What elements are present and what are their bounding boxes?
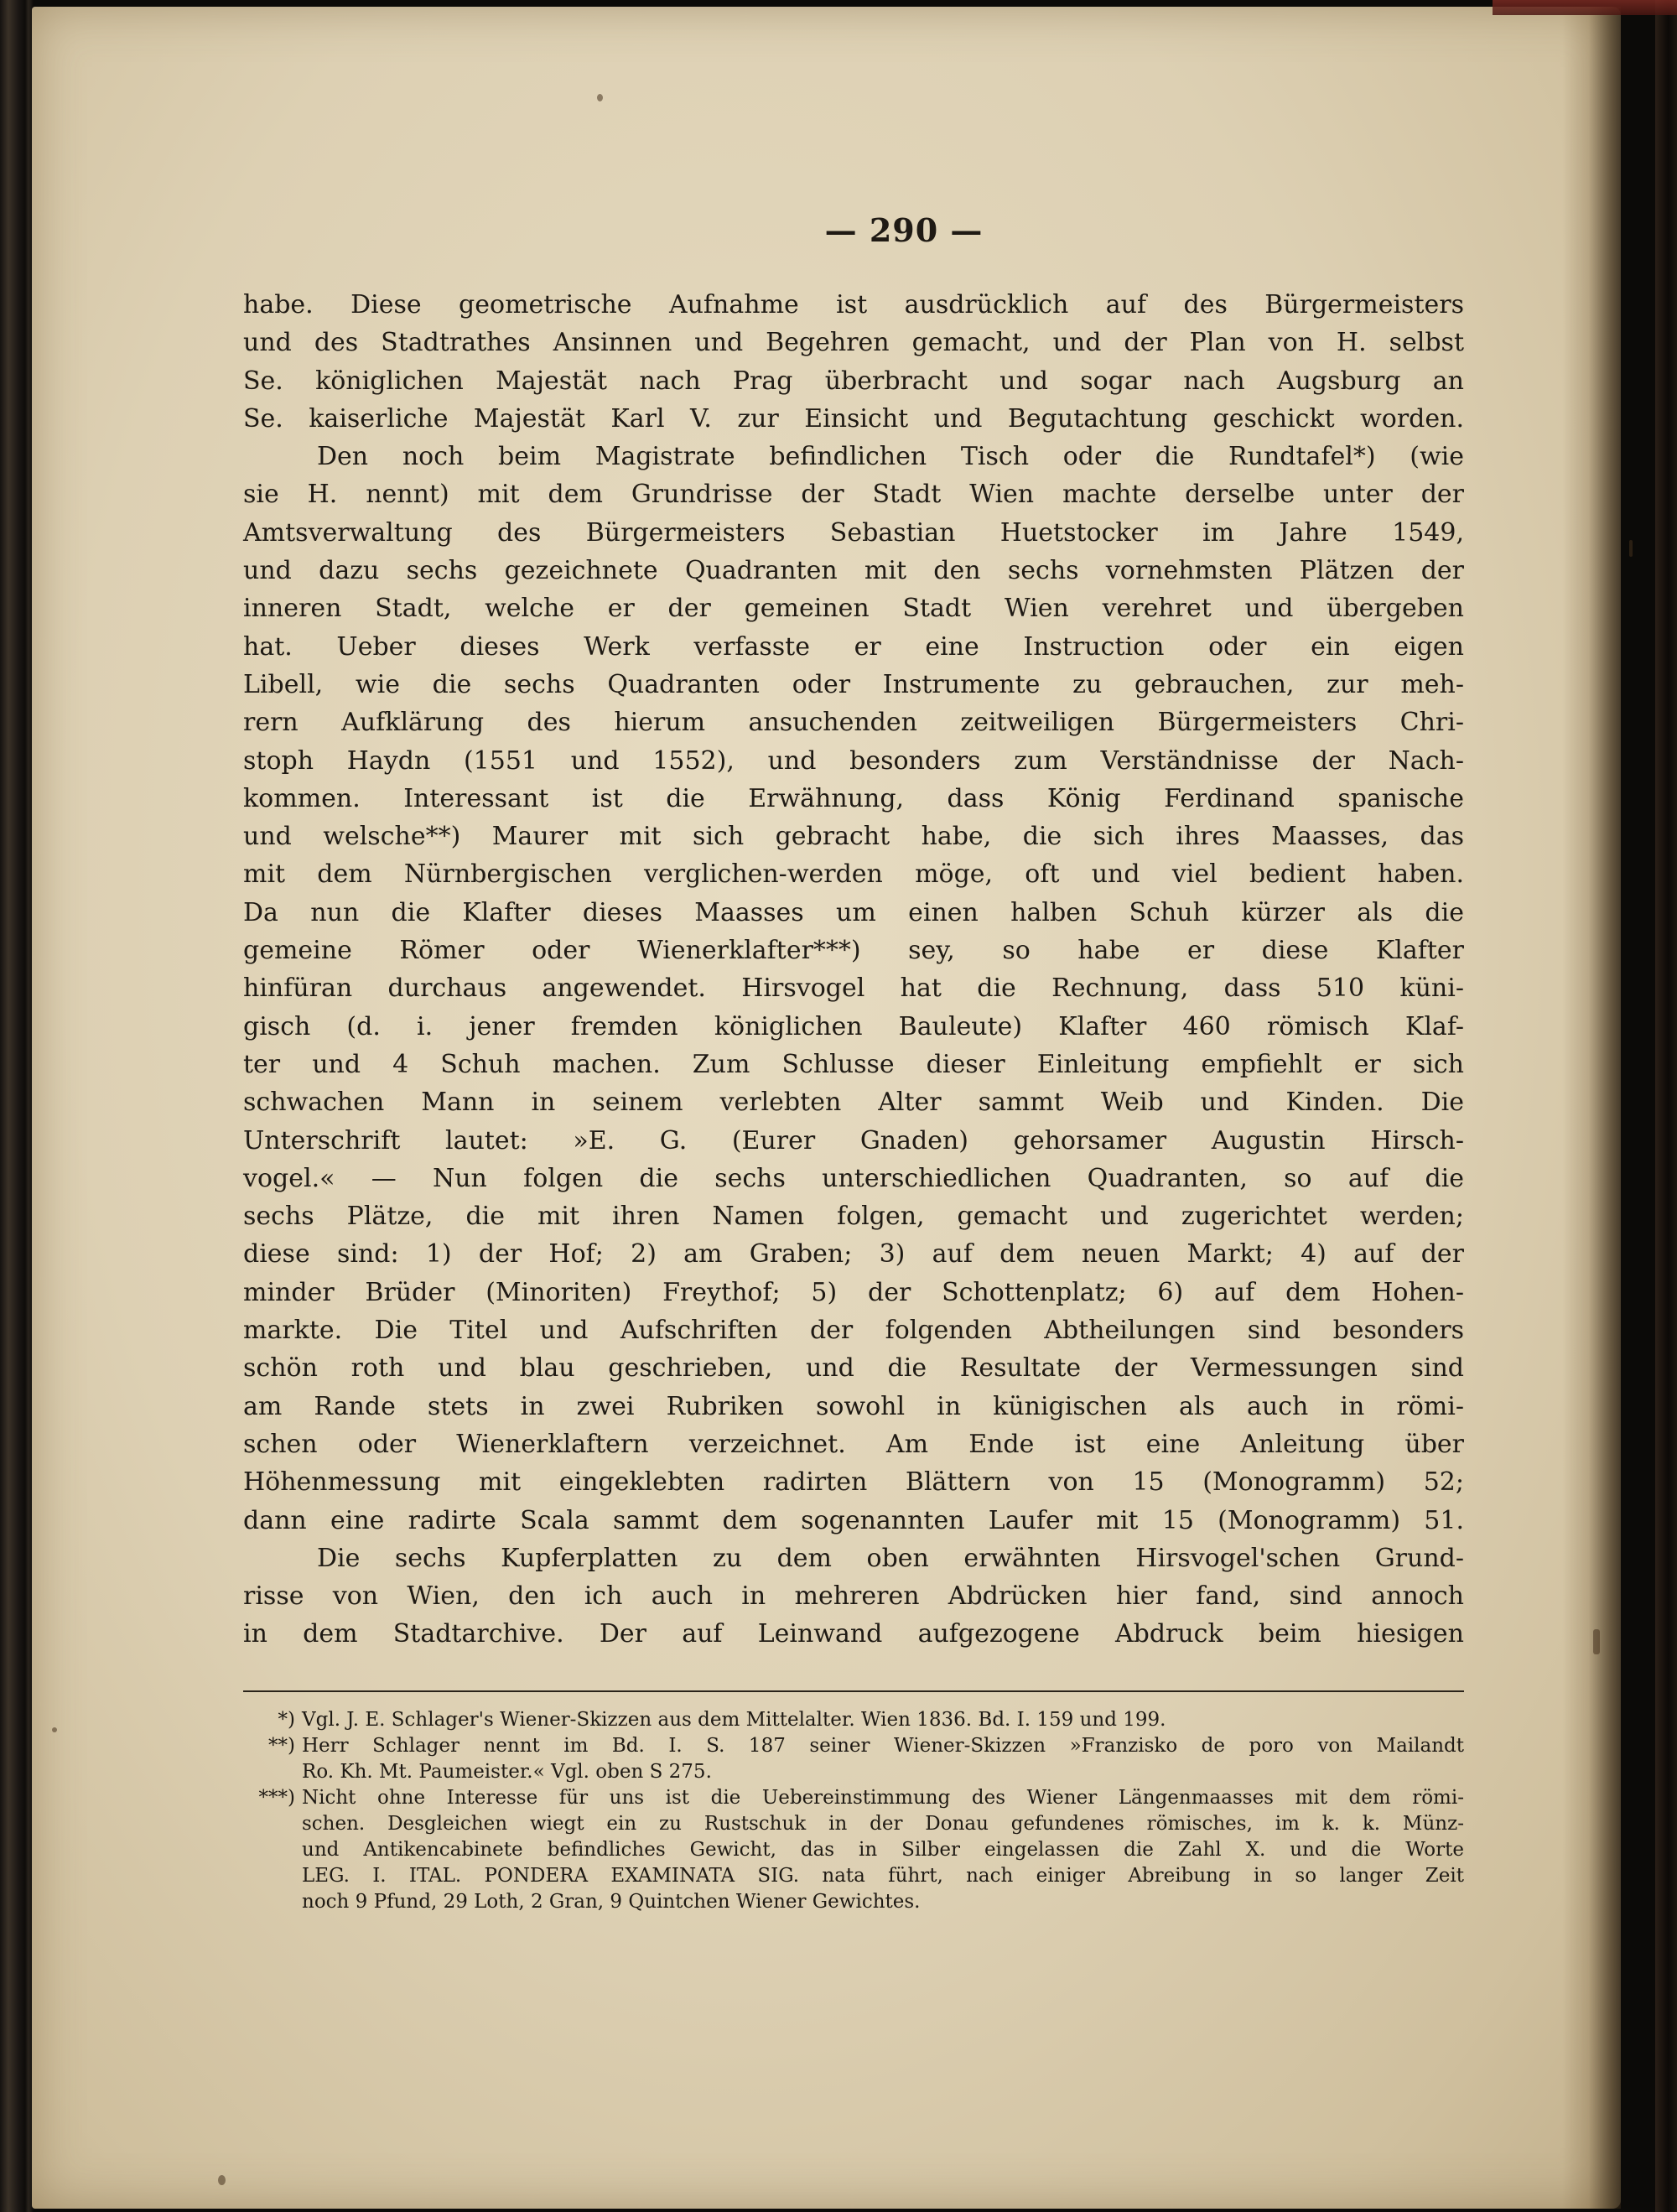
footnote-line	[243, 1811, 1464, 1837]
text-line: Unterschrift lautet: »E. G. (Eurer Gnaden) gehorsamer Augustin Hirsch-	[243, 1125, 1464, 1155]
footnote-line	[243, 1837, 1464, 1863]
ink-spot	[1629, 540, 1633, 557]
text-line: ter und 4 Schuh machen. Zum Schlusse dieser Einleitung empfiehlt er sich	[243, 1049, 1464, 1079]
text-line: am Rande stets in zwei Rubriken sowohl in künigischen als auch in römi-	[243, 1391, 1464, 1421]
text-line: schwachen Mann in seinem verlebten Alter sammt Weib und Kinden. Die	[243, 1088, 1464, 1118]
text-line: hat. Ueber dieses Werk verfasste er eine Instruction oder ein eigen	[243, 631, 1464, 662]
ink-spot	[1593, 1629, 1600, 1654]
text-line: diese sind: 1) der Hof; 2) am Graben; 3) auf dem neuen Markt; 4) auf der	[243, 1239, 1464, 1270]
text-line: risse von Wien, den ich auch in mehreren Abdrücken hier fand, sind annoch	[243, 1581, 1464, 1612]
book-spine-edge	[1655, 0, 1677, 2212]
text-line: und dazu sechs gezeichnete Quadranten mit den sechs vornehmsten Plätzen der	[243, 556, 1464, 586]
text-line: hinfüran durchaus angewendet. Hirsvogel hat die Rechnung, dass 510 küni-	[243, 974, 1464, 1004]
text-line: gemeine Römer oder Wienerklafter***) sey, so habe er diese Klafter	[243, 936, 1464, 966]
text-line: Se. königlichen Majestät nach Prag überbracht und sogar nach Augsburg an	[243, 366, 1464, 396]
footnote-text: Vgl. J. E. Schlager's Wiener-Skizzen aus dem Mittelalter. Wien 1836. Bd. I. 159 und 199.	[302, 1708, 1166, 1731]
footnote-line	[243, 1759, 1464, 1785]
text-line: schen oder Wienerklaftern verzeichnet. Am Ende ist eine Anleitung über	[243, 1429, 1464, 1459]
text-line: Die sechs Kupferplatten zu dem oben erwähnten Hirsvogel'schen Grund-	[317, 1543, 1464, 1573]
text-line: stoph Haydn (1551 und 1552), und besonders zum Verständnisse der Nach-	[243, 745, 1464, 776]
text-line: Höhenmessung mit eingeklebten radirten Blättern von 15 (Monogramm) 52;	[243, 1467, 1464, 1498]
footnote-text: schen. Desgleichen wiegt ein zu Rustschuk in der Donau gefundenes römisches, im k. k. Münz-	[302, 1812, 1464, 1835]
text-line: inneren Stadt, welche er der gemeinen Stadt Wien verehret und übergeben	[243, 594, 1464, 624]
text-line: mit dem Nürnbergischen verglichen-werden möge, oft und viel bedient haben.	[243, 859, 1464, 890]
footnote-text: LEG. I. ITAL. PONDERA EXAMINATA SIG. nata führt, nach einiger Abreibung in so langer Zeit	[302, 1864, 1464, 1887]
page-number: — 290 —	[824, 211, 984, 249]
text-line: vogel.« — Nun folgen die sechs unterschiedlichen Quadranten, so auf die	[243, 1163, 1464, 1193]
text-line: Se. kaiserliche Majestät Karl V. zur Einsicht und Begutachtung geschickt worden.	[243, 403, 1464, 434]
footnote-line	[243, 1733, 1464, 1759]
footnote-line	[243, 1863, 1464, 1889]
footnote-line	[243, 1889, 1464, 1915]
text-line: sechs Plätze, die mit ihren Namen folgen, gemacht und zugerichtet werden;	[243, 1202, 1464, 1232]
text-line: in dem Stadtarchive. Der auf Leinwand aufgezogene Abdruck beim hiesigen	[243, 1619, 1464, 1649]
text-line: und welsche**) Maurer mit sich gebracht habe, die sich ihres Maasses, das	[243, 822, 1464, 852]
binding-edge	[1493, 0, 1677, 15]
text-line: kommen. Interessant ist die Erwähnung, dass König Ferdinand spanische	[243, 783, 1464, 813]
footnote-rule	[243, 1690, 1464, 1692]
footnotes	[243, 1707, 1464, 1915]
footnote-text: Ro. Kh. Mt. Paumeister.« Vgl. oben S 275.	[302, 1760, 712, 1783]
text-line: Den noch beim Magistrate befindlichen Tisch oder die Rundtafel*) (wie	[317, 442, 1464, 472]
ink-spot	[597, 94, 603, 101]
ink-spot	[52, 1727, 57, 1732]
page-gutter-shadow	[1562, 7, 1621, 2209]
footnote-mark: ***)	[258, 1786, 295, 1809]
text-line: minder Brüder (Minoriten) Freythof; 5) der Schottenplatz; 6) auf dem Hohen-	[243, 1277, 1464, 1307]
text-line: sie H. nennt) mit dem Grundrisse der Stadt Wien machte derselbe unter der	[243, 480, 1464, 510]
body-text	[243, 286, 1464, 1654]
text-line: Da nun die Klafter dieses Maasses um einen halben Schuh kürzer als die	[243, 897, 1464, 927]
text-line: und des Stadtrathes Ansinnen und Begehren gemacht, und der Plan von H. selbst	[243, 328, 1464, 358]
text-line: gisch (d. i. jener fremden königlichen Bauleute) Klafter 460 römisch Klaf-	[243, 1011, 1464, 1041]
text-line: habe. Diese geometrische Aufnahme ist ausdrücklich auf des Bürgermeisters	[243, 290, 1464, 319]
text-line: Amtsverwaltung des Bürgermeisters Sebastian Huetstocker im Jahre 1549,	[243, 517, 1464, 548]
text-line: Libell, wie die sechs Quadranten oder Instrumente zu gebrauchen, zur meh-	[243, 669, 1464, 699]
page-text	[243, 211, 1464, 1915]
text-line: rern Aufklärung des hierum ansuchenden zeitweiligen Bürgermeisters Chri-	[243, 708, 1464, 738]
footnote-mark: **)	[268, 1734, 295, 1757]
footnote-line	[243, 1707, 1464, 1733]
footnote-mark: *)	[278, 1708, 295, 1731]
text-line: dann eine radirte Scala sammt dem sogenannten Laufer mit 15 (Monogramm) 51.	[243, 1505, 1464, 1535]
text-line: markte. Die Titel und Aufschriften der folgenden Abtheilungen sind besonders	[243, 1316, 1464, 1346]
footnote-line	[243, 1785, 1464, 1811]
footnote-text: Nicht ohne Interesse für uns ist die Uebereinstimmung des Wiener Längenmaasses mit dem römi-	[302, 1786, 1464, 1809]
footnote-text: und Antikencabinete befindliches Gewicht, das in Silber eingelassen die Zahl X. und die Worte	[302, 1838, 1464, 1861]
footnote-text: Herr Schlager nennt im Bd. I. S. 187 seiner Wiener-Skizzen »Franzisko de poro von Mailandt	[302, 1734, 1464, 1757]
text-line: schön roth und blau geschrieben, und die Resultate der Vermessungen sind	[243, 1353, 1464, 1384]
ink-spot	[218, 2175, 226, 2185]
footnote-text: noch 9 Pfund, 29 Loth, 2 Gran, 9 Quintchen Wiener Gewichtes.	[302, 1890, 921, 1913]
